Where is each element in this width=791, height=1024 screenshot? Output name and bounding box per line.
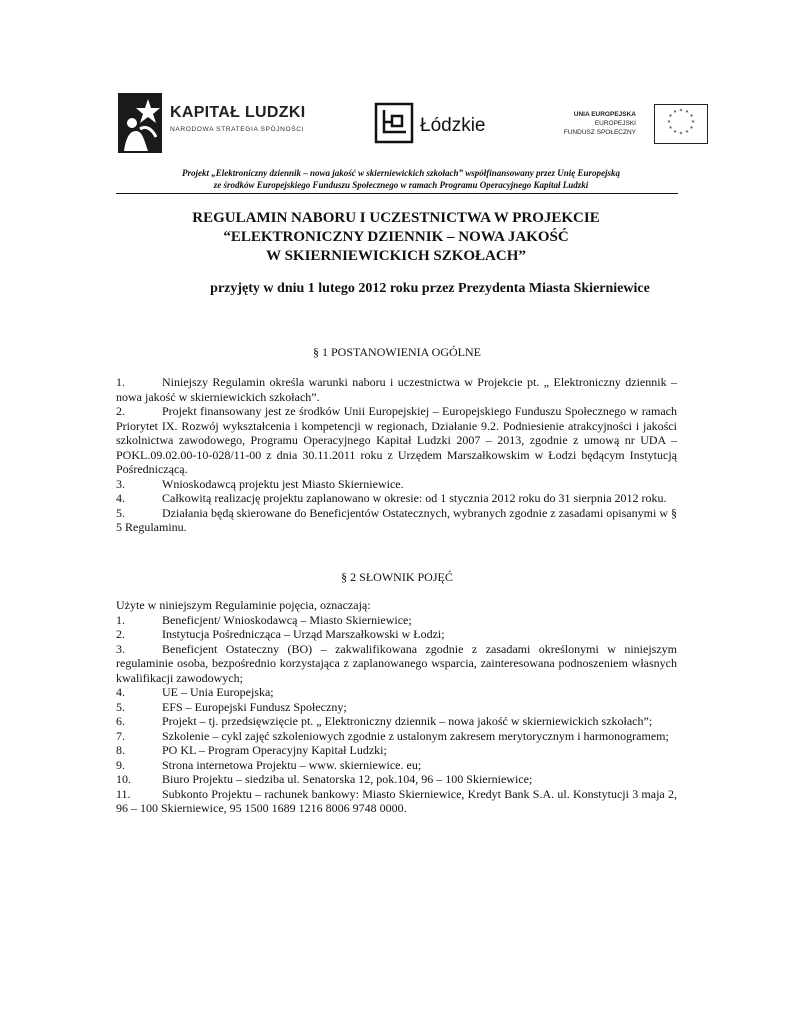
item-text: Całkowitą realizację projektu zaplanowano w okresie: od 1 stycznia 2012 roku do 31 sierpnia 2012 roku.: [162, 491, 667, 505]
eu-logo: [556, 102, 708, 150]
item-number: 3.: [116, 641, 125, 656]
item-text: Instytucja Pośrednicząca – Urząd Marszałkowski w Łodzi;: [162, 627, 445, 641]
section-2-heading: § 2 SŁOWNIK POJĘĆ: [341, 570, 453, 584]
adoption-statement: przyjęty w dniu 1 lutego 2012 roku przez Prezydenta Miasta Skierniewice: [210, 281, 650, 296]
list-item: [116, 627, 677, 642]
list-item: [116, 787, 677, 816]
section-1-list: [116, 375, 677, 535]
list-item: [116, 506, 677, 535]
list-item: [116, 375, 677, 404]
kapital-ludzki-title: KAPITAŁ LUDZKI: [170, 104, 306, 121]
title-line-1: REGULAMIN NABORU I UCZESTNICTWA W PROJEKCIE: [192, 210, 600, 226]
item-text: Beneficjent Ostateczny (BO) – zakwalifikowana zgodnie z zasadami określonymi w niniejszym regulaminie osoba, bezpośrednio korzystająca z zaplanowanego wsparcia, zainteresowana podnoszeniem własnych kwalifikacji zawodowych;: [116, 641, 677, 685]
section-1-heading: § 1 POSTANOWIENIA OGÓLNE: [312, 345, 482, 359]
project-cofinancing-note: [100, 167, 702, 191]
item-text: Wnioskodawcą projektu jest Miasto Skierniewice.: [162, 476, 404, 491]
section-2-intro: Użyte w niniejszym Regulaminie pojęcia, oznaczają:: [116, 598, 371, 612]
list-item: [116, 714, 677, 729]
item-text: Beneficjent/ Wnioskodawcą – Miasto Skierniewice;: [162, 612, 412, 627]
item-number: 7.: [116, 728, 125, 743]
item-number: 4.: [116, 685, 125, 699]
item-text: Biuro Projektu – siedziba ul. Senatorska 12, pok.104, 96 – 100 Skierniewice;: [162, 772, 533, 786]
kapital-ludzki-subtitle: NARODOWA STRATEGIA SPÓJNOŚCI: [170, 126, 305, 133]
list-item: [116, 700, 677, 715]
list-item: [116, 477, 677, 492]
list-item: [116, 613, 677, 628]
title-line-3: W SKIERNIEWICKICH SZKOŁACH”: [266, 248, 526, 264]
list-item: [116, 404, 677, 477]
item-number: 8.: [116, 743, 125, 757]
item-text: Projekt finansowany jest ze środków Unii Europejskiej – Europejskiego Funduszu Społecznego w ramach Priorytet IX. Rozwój wykształcenia i kompetencji w regionach, Działanie 9.2. Podniesienie atrakcyjności i jakości szkolnictwa zawodowego, Programu Operacyjnego Kapitał Ludzki 2007 – 2013, zgodnie z umową nr UDA – POKL.09.02.00-10-028/11-00 z dnia 30.11.2011 roku z Urzędem Marszałkowskim w Łodzi będącym Instytucją Pośredniczącą.: [116, 404, 677, 476]
item-text: Strona internetowa Projektu – www. skierniewice. eu;: [162, 757, 422, 772]
svg-text:*: *: [691, 119, 695, 127]
item-text: EFS – Europejski Fundusz Społeczny;: [162, 699, 347, 714]
item-number: 2.: [116, 627, 125, 641]
logo-bar: [116, 92, 708, 154]
item-number: 3.: [116, 476, 125, 491]
svg-text:*: *: [690, 113, 693, 121]
list-item: [116, 758, 677, 773]
lodzkie-name: Łódzkie: [420, 115, 486, 136]
list-item: [116, 642, 677, 686]
svg-text:*: *: [673, 129, 677, 137]
title-line-2: “ELEKTRONICZNY DZIENNIK – NOWA JAKOŚĆ: [223, 229, 569, 245]
item-text: Projekt – tj. przedsięwzięcie pt. „ Elektroniczny dziennik – nowa jakość w skierniewickich szkołach”;: [162, 714, 653, 728]
note-line-1: Projekt „Elektroniczny dziennik – nowa jakość w skierniewickich szkołach” współfinansowany przez Unię Europejską: [181, 168, 621, 178]
note-line-2: ze środków Europejskiego Funduszu Społecznego w ramach Programu Operacyjnego Kapitał Ludzki: [213, 180, 589, 190]
list-item: [116, 743, 677, 758]
svg-text:*: *: [679, 108, 683, 115]
list-item: [116, 772, 677, 787]
document-title: [110, 209, 682, 266]
svg-text:*: *: [685, 109, 689, 117]
item-number: 9.: [116, 757, 125, 772]
section-2-list: [116, 598, 677, 816]
item-number: 4.: [116, 491, 125, 505]
svg-text:*: *: [673, 109, 677, 117]
eu-flag-icon: [654, 104, 708, 144]
item-text: UE – Unia Europejska;: [162, 685, 274, 699]
svg-text:*: *: [685, 129, 689, 137]
item-number: 2.: [116, 404, 125, 418]
eu-line-2: EUROPEJSKI: [594, 120, 636, 127]
item-text: Subkonto Projektu – rachunek bankowy: Miasto Skierniewice, Kredyt Bank S.A. ul. Konstytucji 3 maja 2, 96 – 100 Skierniewice, 95 1500 1689 1216 8006 9748 0000.: [116, 786, 677, 815]
list-item: [116, 729, 677, 744]
list-item: [116, 491, 677, 506]
eu-line-3: FUNDUSZ SPOŁECZNY: [563, 129, 636, 136]
item-number: 10.: [116, 772, 131, 786]
eu-line-1: UNIA EUROPEJSKA: [573, 111, 636, 118]
svg-text:*: *: [669, 113, 672, 121]
header-divider: [116, 193, 678, 194]
item-text: PO KL – Program Operacyjny Kapitał Ludzki;: [162, 743, 387, 757]
svg-text:*: *: [690, 125, 693, 133]
svg-text:*: *: [679, 131, 683, 138]
item-text: Szkolenie – cykl zajęć szkoleniowych zgodnie z ustalonym zakresem merytorycznym i harmonogramem;: [162, 728, 669, 743]
item-number: 5.: [116, 505, 125, 520]
item-number: 1.: [116, 612, 125, 627]
item-text: Działania będą skierowane do Beneficjentów Ostatecznych, wybranych zgodnie z zasadami opisanymi w § 5 Regulaminu.: [116, 505, 677, 534]
svg-text:*: *: [667, 119, 671, 127]
kapital-ludzki-logo: [118, 92, 328, 154]
item-number: 6.: [116, 714, 125, 728]
item-number: 5.: [116, 699, 125, 714]
item-number: 11.: [116, 786, 131, 801]
item-number: 1.: [116, 375, 125, 389]
svg-text:*: *: [669, 125, 672, 133]
list-item: [116, 685, 677, 700]
lodzkie-logo: [374, 102, 514, 146]
eu-stars-icon: [655, 105, 707, 143]
eu-text: [564, 110, 636, 137]
lodzkie-emblem-icon: [374, 102, 414, 144]
kapital-ludzki-emblem-icon: [118, 93, 162, 153]
item-text: Niniejszy Regulamin określa warunki naboru i uczestnictwa w Projekcie pt. „ Elektroniczny dziennik – nowa jakość w skierniewickich szkołach”.: [116, 375, 677, 404]
